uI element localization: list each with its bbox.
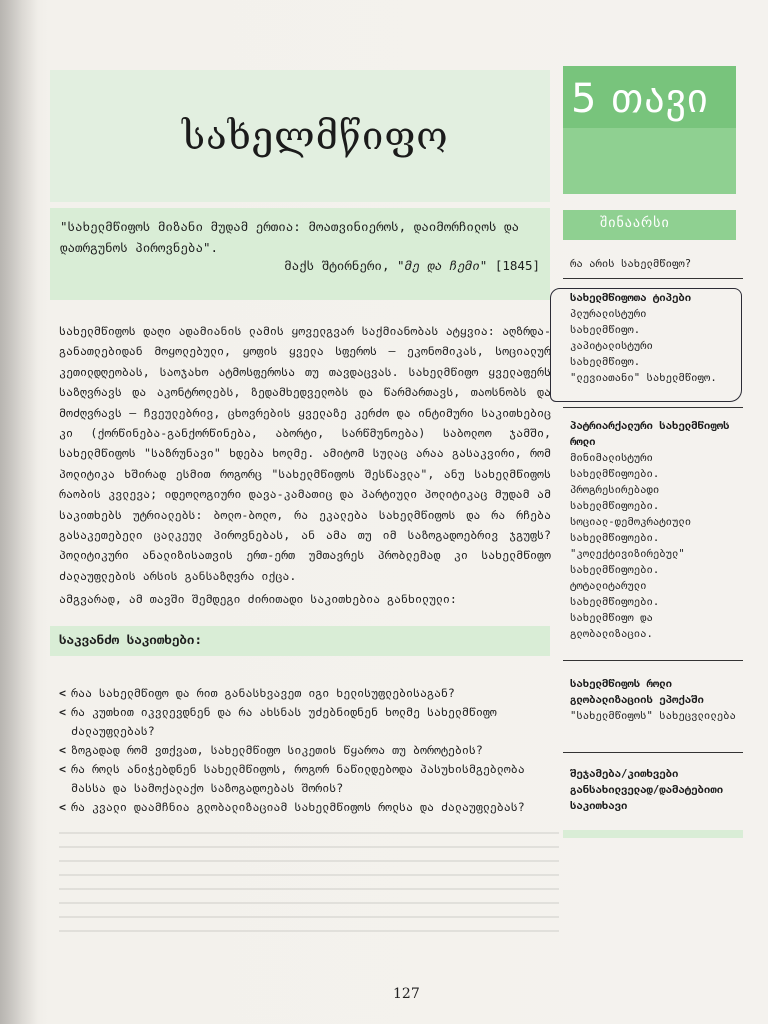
sidebar-line: "კოლექტივიზირებულ" სახელმწიფოები. [570,548,685,576]
quote-year: [1845] [494,258,540,273]
quote-author: მაქს შტირნერი, [284,258,390,273]
sidebar-line: პლურალისტური [570,308,647,320]
bleed-through-text [59,832,559,942]
page-title: სახელმწიფო [182,114,449,158]
sidebar-section-globalization [570,676,742,724]
question-item: < რა კვალი დაამჩნია გლობალიზაციამ სახელმწიფოს როლსა და ძალაუფლებას? [59,798,559,817]
sidebar-divider [563,407,743,408]
sidebar-line: კაპიტალისტური [570,340,653,352]
sidebar-line: სახელმწიფოები. [570,532,660,544]
questions-title: საკვანძო საკითხები: [59,632,202,647]
contents-title: შინაარსი [600,215,670,231]
sidebar-line: სახელმწიფოები. [570,500,660,512]
sidebar-section-role [570,418,742,642]
sidebar-section-head: შეჯამება/კითხვები განსახილველად/დამატებითი საკითხავი [570,768,724,812]
epigraph-attribution [284,258,540,273]
sidebar-divider [563,752,743,753]
sidebar-section-head: სახელმწიფოთა ტიპები [570,292,692,304]
bullet-icon: < [59,762,66,776]
page-number: 127 [393,986,420,1002]
question-item: < რაა სახელმწიფო და რით განასხვავეთ იგი ხელისუფლებისაგან? [59,684,559,703]
quote-work: "მე და ჩემი" [397,258,488,273]
intro-paragraph-2: ამგვარად, ამ თავში შემდეგი ძირითადი საკითხებია განხილული: [59,592,457,606]
sidebar-line: მინიმალისტური [570,452,653,464]
question-item: < რა კუთხით იკვლევდნენ და რა ახსნას უძებნიდნენ ხოლმე სახელმწიფო ძალაუფლებას? [59,705,497,738]
sidebar-line: სახელმწიფოები. [570,596,660,608]
epigraph-quote: "სახელმწიფოს მიზანი მუდამ ერთია: მოათვინიეროს, დაიმორჩილოს და დათრგუნოს პიროვნება". [60,219,520,255]
bullet-icon: < [59,686,66,700]
sidebar-line: "ლევიათანი" სახელმწიფო. [570,372,717,384]
sidebar-divider [563,278,743,279]
bullet-icon: < [59,705,66,719]
question-item: < ზოგადად რომ ვთქვათ, სახელმწიფო სიკეთის წყაროა თუ ბოროტების? [59,741,559,760]
sidebar-line: სახელმწიფოები. [570,468,660,480]
bullet-icon: < [59,743,66,757]
sidebar-line: გლობალიზაცია. [570,628,653,640]
chapter-badge [563,66,736,194]
sidebar-line: სოციალ-დემოკრატიული [570,516,692,528]
questions-list [59,684,559,817]
sidebar-item-what-is-state: რა არის სახელმწიფო? [570,258,692,270]
chapter-badge-lower [563,128,736,194]
chapter-label: 5 თავი [571,76,709,122]
sidebar-section-summary [570,766,742,814]
sidebar-bottom-band [563,830,743,838]
sidebar-section-head: სახელმწიფოს როლი გლობალიზაციის ეპოქაში [570,678,704,706]
bullet-icon: < [59,800,66,814]
sidebar-section-head: პატრიარქალური სახელმწიფოს როლი [570,420,730,448]
binding-shadow [0,0,38,1024]
sidebar-line: "სახელმწიფოს" სახეცვლილება [570,710,736,722]
question-item: < რა როლს ანიჭებდნენ სახელმწიფოს, როგორ ნაწილდებოდა პასუხისმგებლობა მასსა და სამოქალაქო საზოგადოებას შორის? [59,762,525,795]
intro-paragraph: სახელმწიფოს დაღი ადამიანის ლამის ყოველგვარ საქმიანობას ატყვია: აღზრდა-განათლებიდან მოყოლებული, ყოფის ყველა სფეროს — ეკონომიკას, სოციალურ კეთილდღეობას, საოჯახო ატმოსფეროსა თუ თავდაცვას. სახელმწიფო ყველაფერს საზღვრავს და აკონტროლებს, ზედამხედველობს და წარმართავს, თაოსნობს და მოძღვრავს — ჩვეულებრივ, ცხოვრების ყველაზე კერძო და ინტიმური საკითხებიც კი (ქორწინება-განქორწინება, აბორტი, სარწმუნოება) საბოლოო ჯამში, სახელმწიფოს "საზრუნავი" ხდება ხოლმე. ამიტომ სულაც არაა გასაკვირი, რომ პოლიტიკა ხშირად ესმით როგორც "სახელმწიფოს შესწავლა", ანუ სახელმწიფოს რაობის კვლევა; იდეოლოგიური დავა-კამათიც და პარტიული პოლიტიკაც მუდამ ამ საკითხებს უტრიალებს: ბოლო-ბოლო, რა ეკალება სახელმწიფოს და რა რჩება გასაკეთებელი ცალკეულ პიროვნებას, ან ამა თუ იმ საზოგადოებრივ ჯგუფს? პოლიტიკური ანალიზისათვის ერთ-ერთ უმთავრეს პრობლემად კი სახელმწიფო ძალაუფლების არსის განსაზღვრა იქცა. [59,324,551,583]
handwritten-circle [550,288,742,402]
sidebar-line: სახელმწიფო. [570,356,641,368]
sidebar-line: სახელმწიფო და [570,612,653,624]
sidebar-line: სახელმწიფო. [570,324,641,336]
sidebar-line: პროგრესირებადი [570,484,660,496]
sidebar-line: ტოტალიტარული [570,580,647,592]
sidebar-divider [563,660,743,661]
